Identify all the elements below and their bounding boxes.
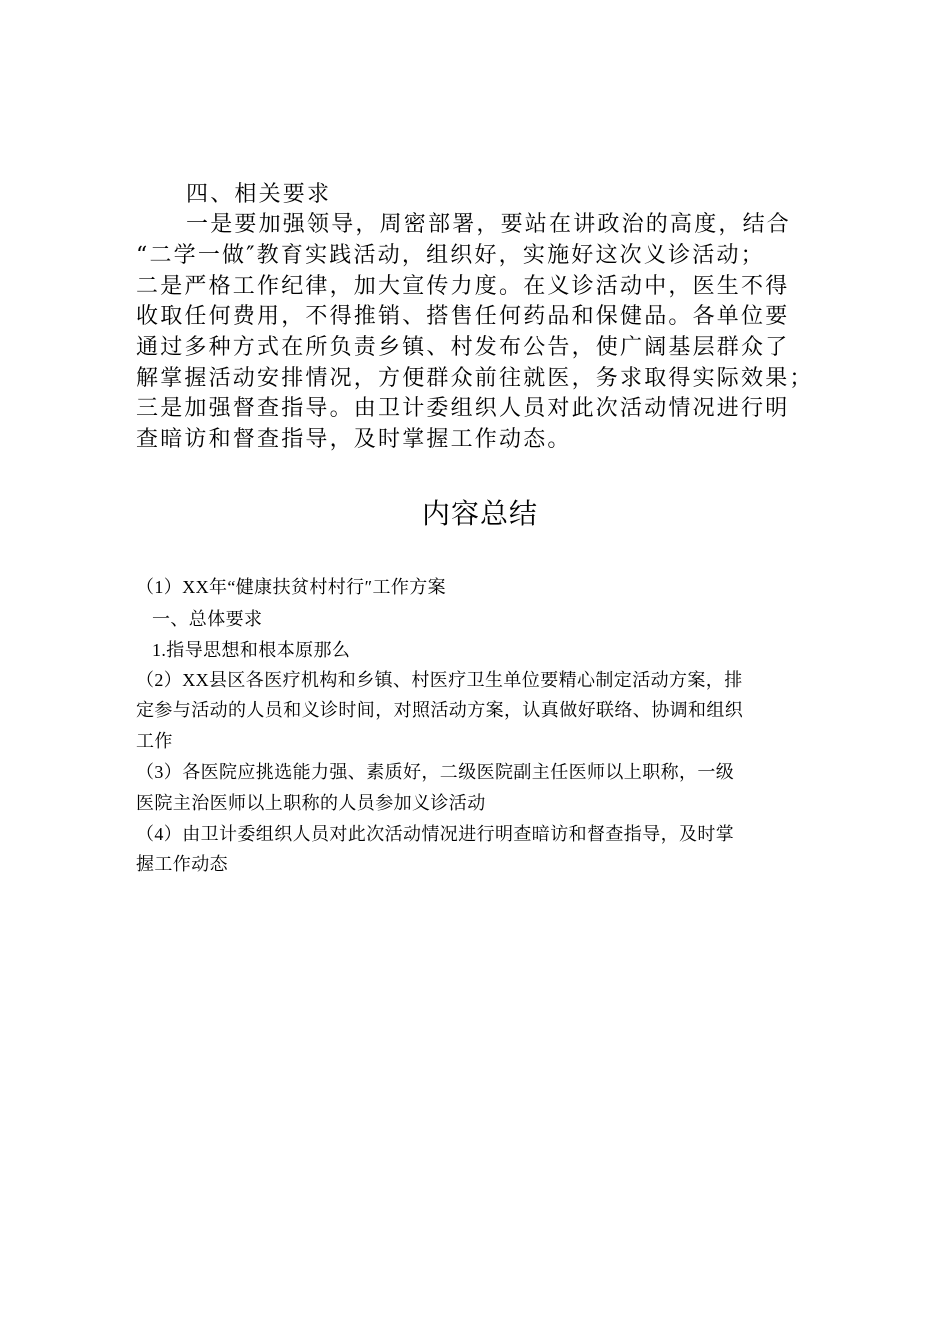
paragraph-line: 三是加强督查指导。由卫计委组织人员对此次活动情况进行明	[136, 396, 790, 421]
paragraph-line: 二是严格工作纪律，加大宣传力度。在义诊活动中，医生不得	[136, 274, 790, 299]
summary-line: 一、总体要求	[152, 609, 263, 629]
section-heading: 四、相关要求	[186, 182, 332, 207]
summary-line: 医院主治医师以上职称的人员参加义诊活动	[136, 793, 486, 813]
summary-line: （4）由卫计委组织人员对此次活动情况进行明查暗访和督查指导，及时掌	[136, 824, 735, 844]
summary-line: （3）各医院应挑选能力强、素质好，二级医院副主任医师以上职称，一级	[136, 762, 735, 782]
summary-line: 1.指导思想和根本原那么	[152, 640, 351, 660]
summary-line: 工作	[136, 731, 173, 751]
paragraph-line: 收取任何费用，不得推销、搭售任何药品和保健品。各单位要	[136, 304, 790, 329]
summary-line: （1）XX年“健康扶贫村村行″工作方案	[136, 577, 447, 597]
summary-line: 握工作动态	[136, 854, 228, 874]
summary-line: （2）XX县区各医疗机构和乡镇、村医疗卫生单位要精心制定活动方案，排	[136, 670, 743, 690]
summary-line: 定参与活动的人员和义诊时间，对照活动方案，认真做好联络、协调和组织	[136, 700, 744, 720]
paragraph-line: 一是要加强领导，周密部署，要站在讲政治的高度，结合	[186, 212, 792, 237]
paragraph-line: 通过多种方式在所负责乡镇、村发布公告，使广阔基层群众了	[136, 335, 790, 360]
paragraph-line: “二学一做″教育实践活动，组织好，实施好这次义诊活动；	[136, 243, 765, 268]
paragraph-line: 查暗访和督查指导，及时掌握工作动态。	[136, 427, 572, 452]
paragraph-line: 解掌握活动安排情况，方便群众前往就医，务求取得实际效果；	[136, 366, 814, 391]
summary-title: 内容总结	[421, 497, 538, 530]
